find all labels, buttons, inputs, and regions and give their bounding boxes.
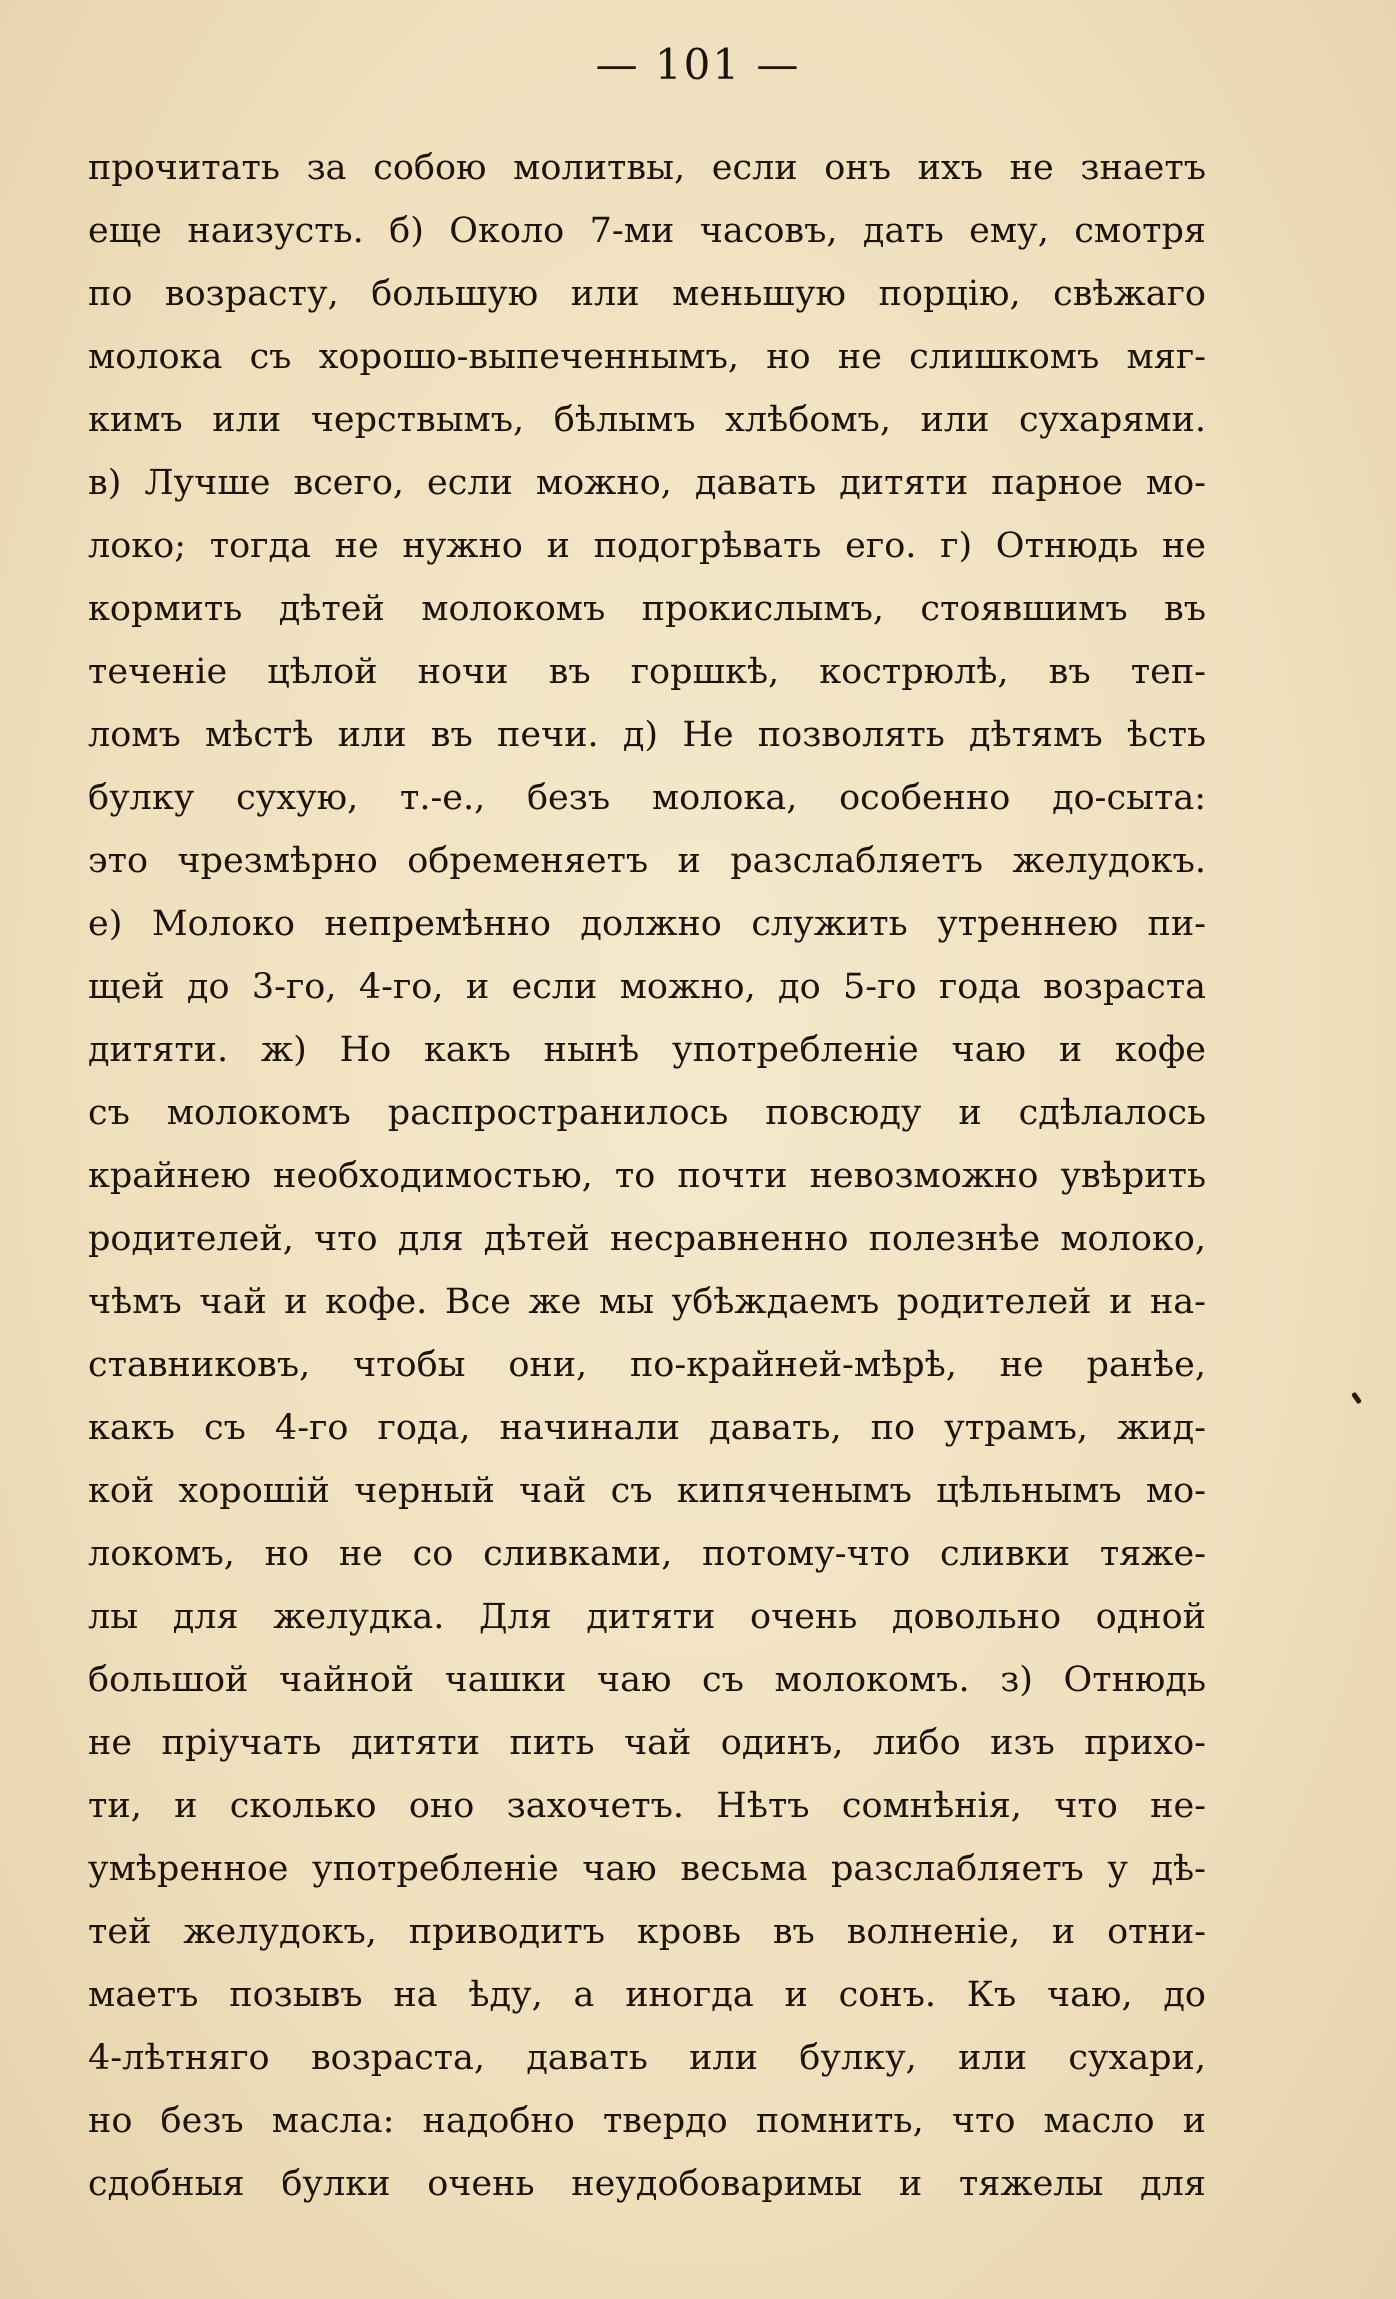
text-line: лы для желудка. Для дитяти очень довольно одной: [88, 1597, 1206, 1637]
text-line: кой хорошій черный чай съ кипяченымъ цѣльнымъ мо-: [88, 1471, 1206, 1511]
text-line: крайнею необходимостью, то почти невозможно увѣрить: [88, 1156, 1206, 1196]
text-line: чѣмъ чай и кофе. Все же мы убѣждаемъ родителей и на-: [88, 1282, 1206, 1322]
page-number: — 101 —: [595, 40, 801, 89]
text-line: тей желудокъ, приводитъ кровь въ волненіе, и отни-: [88, 1912, 1206, 1952]
text-line: не пріучать дитяти пить чай одинъ, либо изъ прихо-: [88, 1723, 1206, 1763]
text-line: это чрезмѣрно обременяетъ и разслабляетъ желудокъ.: [88, 841, 1206, 881]
text-line: ти, и сколько оно захочетъ. Нѣтъ сомнѣнія, что не-: [88, 1786, 1206, 1826]
text-line: в) Лучше всего, если можно, давать дитяти парное мо-: [88, 463, 1206, 503]
text-line: дитяти. ж) Но какъ нынѣ употребленіе чаю и кофе: [88, 1030, 1206, 1070]
text-line: локо; тогда не нужно и подогрѣвать его. г) Отнюдь не: [88, 526, 1206, 566]
body-text: [88, 137, 1206, 2216]
text-line: маетъ позывъ на ѣду, а иногда и сонъ. Къ чаю, до: [88, 1975, 1206, 2015]
text-line: е) Молоко непремѣнно должно служить утреннею пи-: [88, 904, 1206, 944]
ink-speck: [1351, 1392, 1362, 1405]
text-line: большой чайной чашки чаю съ молокомъ. з) Отнюдь: [88, 1660, 1206, 1700]
text-line: родителей, что для дѣтей несравненно полезнѣе молоко,: [88, 1219, 1206, 1259]
text-line: локомъ, но не со сливками, потому-что сливки тяже-: [88, 1534, 1206, 1574]
text-line: 4-лѣтняго возраста, давать или булку, или сухари,: [88, 2038, 1206, 2078]
text-line: но безъ масла: надобно твердо помнить, что масло и: [88, 2101, 1206, 2141]
text-line: ставниковъ, чтобы они, по-крайней-мѣрѣ, не ранѣе,: [88, 1345, 1206, 1385]
text-line: сдобныя булки очень неудобоваримы и тяжелы для: [88, 2164, 1206, 2204]
text-line: по возрасту, большую или меньшую порцію, свѣжаго: [88, 274, 1206, 314]
text-line: щей до 3-го, 4-го, и если можно, до 5-го года возраста: [88, 967, 1206, 1007]
text-line: кормить дѣтей молокомъ прокислымъ, стоявшимъ въ: [88, 589, 1206, 629]
text-line: прочитать за собою молитвы, если онъ ихъ не знаетъ: [88, 148, 1206, 188]
text-line: еще наизусть. б) Около 7-ми часовъ, дать ему, смотря: [88, 211, 1206, 251]
text-line: съ молокомъ распространилось повсюду и сдѣлалось: [88, 1093, 1206, 1133]
text-line: какъ съ 4-го года, начинали давать, по утрамъ, жид-: [88, 1408, 1206, 1448]
text-line: умѣренное употребленіе чаю весьма разслабляетъ у дѣ-: [88, 1849, 1206, 1889]
text-line: молока съ хорошо-выпеченнымъ, но не слишкомъ мяг-: [88, 337, 1206, 377]
text-line: ломъ мѣстѣ или въ печи. д) Не позволять дѣтямъ ѣсть: [88, 715, 1206, 755]
text-line: кимъ или черствымъ, бѣлымъ хлѣбомъ, или сухарями.: [88, 400, 1206, 440]
text-line: теченіе цѣлой ночи въ горшкѣ, кострюлѣ, въ теп-: [88, 652, 1206, 692]
text-line: булку сухую, т.-е., безъ молока, особенно до-сыта:: [88, 778, 1206, 818]
